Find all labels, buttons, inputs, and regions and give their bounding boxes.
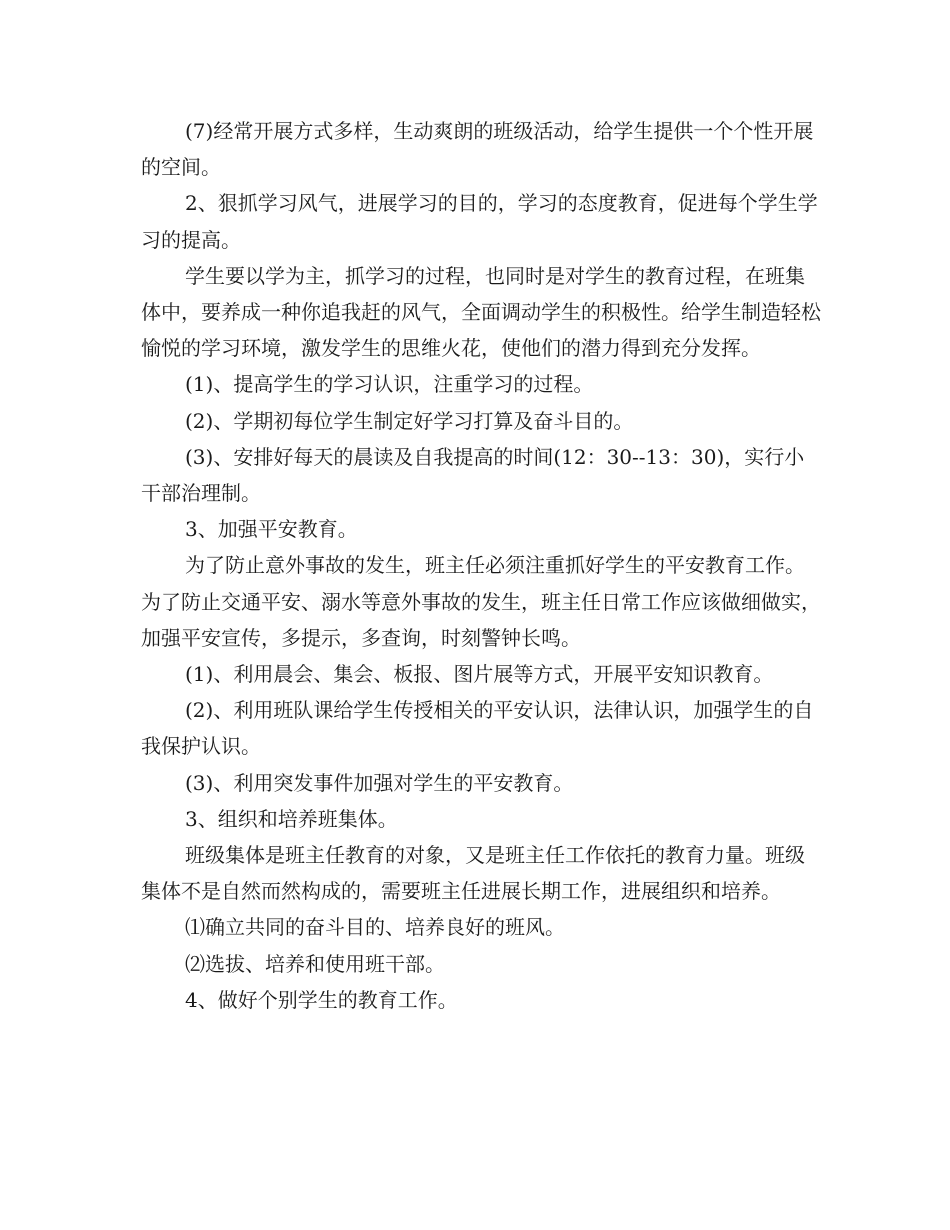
paragraph-class-body: 班级集体是班主任教育的对象，又是班主任工作依托的教育力量。班级集体不是自然而然构成的，需要班主任进展长期工作，进展组织和培养。	[141, 843, 805, 904]
paragraph-individual-heading: 4、做好个别学生的教育工作。	[185, 987, 458, 1012]
paragraph-activities: (7)经常开展方式多样，生动爽朗的班级活动，给学生提供一个个性开展的空间。	[141, 119, 814, 180]
list-item-class-1: ⑴确立共同的奋斗目的、培养良好的班风。	[185, 915, 565, 940]
list-item-study-1: (1)、提高学生的学习认识，注重学习的过程。	[185, 372, 594, 397]
paragraph-study-body: 学生要以学为主，抓学习的过程，也同时是对学生的教育过程，在班集体中，要养成一种你追我赶的风气，全面调动学生的积极性。给学生制造轻松愉悦的学习环境，激发学生的思维火花，使他们的潜力得到充分发挥。	[141, 263, 821, 361]
list-item-study-2: (2)、学期初每位学生制定好学习打算及奋斗目的。	[185, 408, 634, 433]
list-item-study-3: (3)、安排好每天的晨读及自我提高的时间(12：30--13：30)，实行小干部治理制。	[141, 444, 805, 506]
list-item-safety-2: (2)、利用班队课给学生传授相关的平安认识，法律认识，加强学生的自我保护认识。	[141, 698, 814, 759]
list-item-class-2: ⑵选拔、培养和使用班干部。	[185, 951, 445, 976]
list-item-safety-3: (3)、利用突发事件加强对学生的平安教育。	[185, 770, 574, 795]
paragraph-safety-heading: 3、加强平安教育。	[185, 517, 358, 542]
paragraph-study-heading: 2、狠抓学习风气，进展学习的目的，学习的态度教育，促进每个学生学习的提高。	[141, 191, 818, 252]
paragraph-safety-body: 为了防止意外事故的发生，班主任必须注重抓好学生的平安教育工作。为了防止交通平安、溺水等意外事故的发生，班主任日常工作应该做细做实，加强平安宣传，多提示，多查询，时刻警钟长鸣。	[141, 553, 821, 650]
paragraph-class-heading: 3、组织和培养班集体。	[185, 806, 398, 831]
list-item-safety-1: (1)、利用晨会、集会、板报、图片展等方式，开展平安知识教育。	[185, 662, 774, 687]
document-body	[141, 113, 821, 1018]
